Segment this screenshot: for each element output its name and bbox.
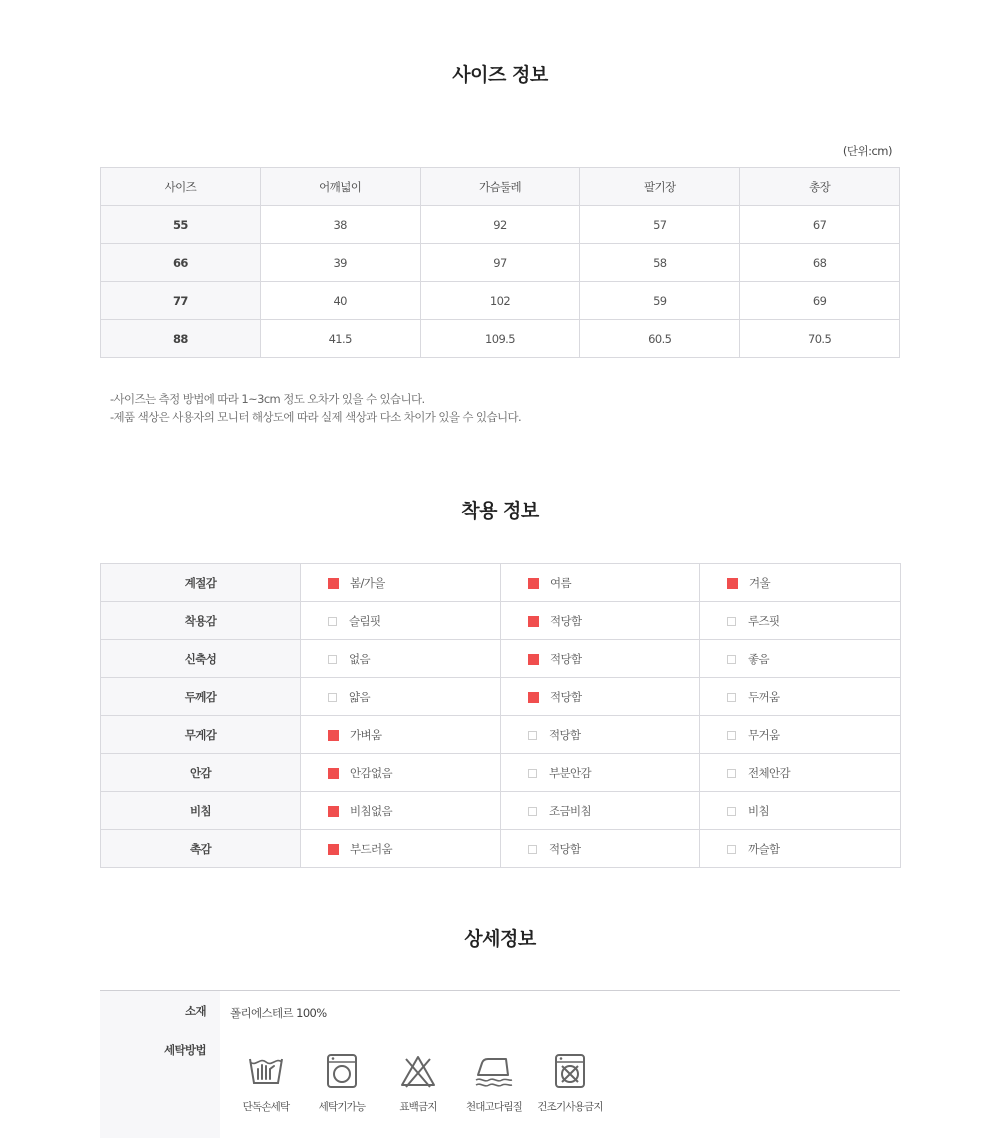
fit-option — [700, 564, 901, 602]
value-cell: 69 — [740, 282, 900, 320]
fit-table — [100, 563, 901, 868]
checked-box-icon — [528, 692, 539, 703]
size-table-header — [101, 168, 900, 206]
note-line: -사이즈는 측정 방법에 따라 1~3cm 정도 오차가 있을 수 있습니다. — [110, 392, 425, 406]
checked-box-icon — [328, 768, 339, 779]
no-bleach-icon — [398, 1051, 438, 1091]
fit-option-label: 전체안감 — [748, 765, 791, 780]
iron-cloth-icon — [474, 1051, 514, 1091]
fit-option — [301, 640, 501, 678]
detail-info-title: 상세정보 — [464, 928, 536, 950]
fit-option-label: 무거움 — [748, 727, 780, 742]
fit-option-label: 비침없음 — [350, 803, 393, 818]
fit-option-label: 두꺼움 — [748, 689, 780, 704]
fit-option — [700, 754, 901, 792]
fit-option — [301, 792, 501, 830]
unchecked-box-icon — [727, 845, 736, 854]
fit-option — [301, 564, 501, 602]
hand-wash-icon — [246, 1051, 286, 1091]
fit-option-label: 적당함 — [550, 689, 582, 704]
washing-label: 세탁방법 — [163, 1043, 206, 1057]
fit-option-label: 루즈핏 — [748, 613, 780, 628]
header-length: 총장 — [740, 168, 900, 206]
size-cell: 88 — [101, 320, 261, 358]
size-info-title: 사이즈 정보 — [452, 64, 548, 86]
value-cell: 58 — [580, 244, 740, 282]
wash-item — [226, 1051, 306, 1114]
fit-option — [301, 716, 501, 754]
value-cell: 68 — [740, 244, 900, 282]
fit-option — [501, 640, 700, 678]
size-cell: 77 — [101, 282, 261, 320]
wash-item — [378, 1051, 458, 1114]
fit-option — [501, 830, 700, 868]
table-row — [101, 830, 901, 868]
size-cell: 66 — [101, 244, 261, 282]
fit-option — [501, 564, 700, 602]
table-row — [101, 564, 901, 602]
fit-option — [301, 678, 501, 716]
table-row — [101, 716, 901, 754]
checked-box-icon — [328, 844, 339, 855]
unchecked-box-icon — [328, 693, 337, 702]
size-notes — [110, 390, 521, 426]
checked-box-icon — [328, 806, 339, 817]
value-cell: 41.5 — [260, 320, 420, 358]
wash-caption: 단독손세탁 — [242, 1101, 290, 1113]
value-cell: 109.5 — [420, 320, 580, 358]
fit-option — [501, 792, 700, 830]
header-shoulder: 어깨넓이 — [260, 168, 420, 206]
detail-label-column — [100, 991, 220, 1138]
unchecked-box-icon — [727, 807, 736, 816]
fit-option — [501, 678, 700, 716]
fit-option-label: 적당함 — [550, 613, 582, 628]
value-cell: 59 — [580, 282, 740, 320]
fit-row-label: 무게감 — [101, 716, 301, 754]
fit-row-label: 촉감 — [101, 830, 301, 868]
value-cell: 60.5 — [580, 320, 740, 358]
fit-option-label: 겨울 — [749, 575, 771, 590]
fit-option-label: 좋음 — [748, 651, 770, 666]
unchecked-box-icon — [727, 731, 736, 740]
material-label: 소재 — [184, 1004, 206, 1018]
fit-option-label: 여름 — [550, 575, 572, 590]
table-row — [101, 282, 900, 320]
fit-info-title: 착용 정보 — [461, 500, 539, 522]
unchecked-box-icon — [328, 655, 337, 664]
unchecked-box-icon — [528, 769, 537, 778]
value-cell: 97 — [420, 244, 580, 282]
unchecked-box-icon — [727, 655, 736, 664]
table-row — [101, 754, 901, 792]
fit-option — [700, 602, 901, 640]
fit-option — [700, 830, 901, 868]
material-value: 폴리에스테르 100% — [230, 1006, 327, 1020]
unchecked-box-icon — [727, 769, 736, 778]
table-row — [101, 678, 901, 716]
wash-caption: 천대고다림질 — [465, 1101, 523, 1113]
fit-option-label: 비침 — [748, 803, 770, 818]
table-row — [101, 244, 900, 282]
fit-option — [501, 754, 700, 792]
fit-row-label: 비침 — [101, 792, 301, 830]
fit-option — [301, 754, 501, 792]
fit-row-label: 계절감 — [101, 564, 301, 602]
table-row — [101, 792, 901, 830]
fit-option-label: 부드러움 — [350, 841, 393, 856]
fit-option-label: 없음 — [349, 651, 371, 666]
fit-option-label: 조금비침 — [549, 803, 592, 818]
header-size: 사이즈 — [101, 168, 261, 206]
fit-option-label: 안감없음 — [350, 765, 393, 780]
unchecked-box-icon — [528, 731, 537, 740]
fit-row-label: 안감 — [101, 754, 301, 792]
fit-row-label: 두께감 — [101, 678, 301, 716]
fit-option — [301, 602, 501, 640]
fit-option-label: 적당함 — [549, 727, 581, 742]
value-cell: 38 — [260, 206, 420, 244]
value-cell: 57 — [580, 206, 740, 244]
detail-info-panel — [100, 990, 900, 1138]
note-line: -제품 색상은 사용자의 모니터 해상도에 따라 실제 색상과 다소 차이가 있을 수 있습니다. — [110, 410, 522, 424]
table-row — [101, 640, 901, 678]
table-row — [101, 320, 900, 358]
value-cell: 67 — [740, 206, 900, 244]
value-cell: 39 — [260, 244, 420, 282]
fit-option-label: 부분안감 — [549, 765, 592, 780]
fit-option-label: 슬림핏 — [349, 613, 381, 628]
fit-option — [501, 716, 700, 754]
unit-label: (단위:cm) — [842, 144, 892, 158]
fit-row-label: 신축성 — [101, 640, 301, 678]
checked-box-icon — [528, 578, 539, 589]
table-row — [101, 206, 900, 244]
fit-option-label: 얇음 — [349, 689, 371, 704]
fit-option-label: 적당함 — [549, 841, 581, 856]
wash-caption: 세탁기가능 — [318, 1101, 366, 1113]
wash-item — [302, 1051, 382, 1114]
wash-item — [530, 1051, 610, 1114]
header-sleeve: 팔기장 — [580, 168, 740, 206]
fit-option — [501, 602, 700, 640]
checked-box-icon — [528, 654, 539, 665]
size-table — [100, 167, 900, 358]
unchecked-box-icon — [528, 807, 537, 816]
fit-row-label: 착용감 — [101, 602, 301, 640]
value-cell: 92 — [420, 206, 580, 244]
fit-option — [700, 678, 901, 716]
no-tumble-dry-icon — [550, 1051, 590, 1091]
fit-option — [700, 640, 901, 678]
fit-option — [700, 792, 901, 830]
fit-option-label: 적당함 — [550, 651, 582, 666]
value-cell: 70.5 — [740, 320, 900, 358]
fit-option-label: 까슬함 — [748, 841, 780, 856]
value-cell: 102 — [420, 282, 580, 320]
wash-caption: 표백금지 — [399, 1101, 437, 1113]
fit-option — [301, 830, 501, 868]
fit-option — [700, 716, 901, 754]
unchecked-box-icon — [727, 617, 736, 626]
header-chest: 가슴둘레 — [420, 168, 580, 206]
checked-box-icon — [328, 578, 339, 589]
checked-box-icon — [528, 616, 539, 627]
unchecked-box-icon — [328, 617, 337, 626]
unchecked-box-icon — [727, 693, 736, 702]
wash-item — [454, 1051, 534, 1114]
washing-machine-icon — [322, 1051, 362, 1091]
checked-box-icon — [727, 578, 738, 589]
checked-box-icon — [328, 730, 339, 741]
unchecked-box-icon — [528, 845, 537, 854]
wash-caption: 건조기사용금지 — [537, 1101, 603, 1113]
value-cell: 40 — [260, 282, 420, 320]
fit-option-label: 가벼움 — [350, 727, 382, 742]
fit-option-label: 봄/가을 — [350, 575, 385, 590]
table-row — [101, 602, 901, 640]
size-cell: 55 — [101, 206, 261, 244]
